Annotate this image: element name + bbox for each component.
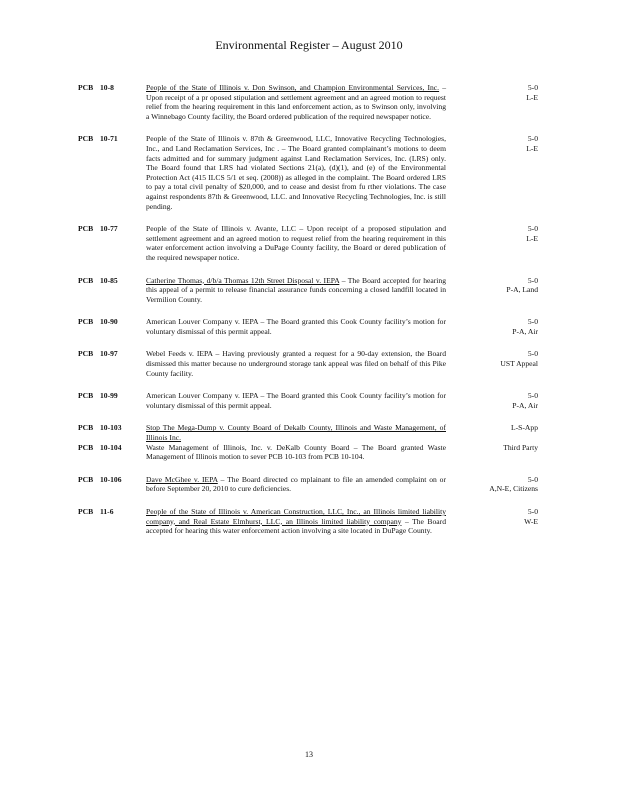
- case-number: PCB 10-85: [78, 275, 118, 285]
- case-text: – The Board directed co mplainant to file an amended complaint on or before September 20, 2010 to cure deficiencies.: [146, 474, 446, 494]
- case-text: People of the State of Illinois v. 87th & Greenwood, LLC, Innovative Recycling Technologies, Inc., and Land Reclamation Services, Inc . – The Board granted complainant’s motions to deem facts admitted and for summary judgment against Land Reclamation Services, Inc. (LRS) only. The Board found that LRS had violated Sections 21(a), (d)(1), and (e) of the Environmental Protection Act (415 ILCS 5/1 et seq. (2008)) as alleged in the complaint. The Board ordered LRS to pay a total civil penalty of $20,000, and to cease and desist from fu rther violations. The case against respondents 87th & Greenwood, LLC. and Innovative Recycling Technologies, Inc. is still pending.: [146, 134, 446, 211]
- case-text: Waste Management of Illinois, Inc. v. DeKalb County Board – The Board granted Waste Management of Illinois motion to sever PCB 10-103 from PCB 10-104.: [146, 442, 446, 462]
- case-summary: [146, 276, 446, 305]
- case-type: L-E: [526, 233, 538, 243]
- case-type: L-S-App: [511, 423, 538, 433]
- vote-count: 5-0: [527, 391, 538, 401]
- case-entry: [78, 224, 568, 262]
- case-type: P-A, Air: [512, 326, 538, 336]
- case-number: PCB 10-104: [78, 442, 122, 452]
- case-text: Webel Feeds v. IEPA – Having previously granted a request for a 90-day extension, the Board dismissed this matter because no underground storage tank appeal was filed on behalf of this Pike County facility.: [146, 349, 446, 378]
- case-number: PCB 10-77: [78, 224, 118, 234]
- case-list: [78, 83, 568, 549]
- vote-count: 5-0: [527, 507, 538, 516]
- case-text: – The Board accepted for hearing this water enforcement action involving a site located in DuPage County.: [146, 516, 446, 536]
- case-vote: [448, 507, 538, 526]
- case-summary: [146, 391, 446, 410]
- case-vote: [448, 134, 538, 153]
- vote-count: 5-0: [527, 349, 538, 359]
- page-title: Environmental Register – August 2010: [215, 38, 403, 52]
- case-summary: [146, 349, 446, 378]
- case-vote: [448, 83, 538, 102]
- case-type: P-A, Air: [512, 400, 538, 410]
- case-summary: [146, 423, 446, 442]
- vote-count: 5-0: [527, 134, 538, 144]
- case-type: W-E: [524, 516, 538, 526]
- vote-count: 5-0: [527, 474, 538, 484]
- case-summary: [146, 224, 446, 262]
- case-number: PCB 10-8: [78, 83, 114, 92]
- case-text: People of the State of Illinois v. Avante, LLC – Upon receipt of a proposed stipulation and settlement agreement and an agreed motion to request relief from the hearing requirement in this water enforcement action involving a DuPage County facility, the Board or dered publication of the required newspaper notice.: [146, 224, 446, 262]
- case-vote: [448, 349, 538, 368]
- vote-count: 5-0: [527, 317, 538, 327]
- case-summary: [146, 475, 446, 494]
- case-caption: Dave McGhee v. IEPA: [146, 474, 218, 484]
- case-vote: [448, 317, 538, 336]
- case-entry: [78, 475, 568, 494]
- case-summary: [146, 507, 446, 536]
- case-entry: [78, 349, 568, 378]
- case-summary: [146, 83, 446, 121]
- case-number: PCB 10-71: [78, 134, 118, 144]
- case-entry: [78, 83, 568, 121]
- case-entry: [78, 317, 568, 336]
- case-vote: [448, 475, 538, 494]
- case-vote: [448, 443, 538, 453]
- case-number: PCB 10-99: [78, 391, 118, 401]
- case-summary: [146, 134, 446, 211]
- case-number: PCB 10-103: [78, 423, 122, 433]
- case-number: PCB 10-97: [78, 349, 118, 359]
- case-type: A,N-E, Citizens: [489, 484, 538, 494]
- case-vote: [448, 391, 538, 410]
- case-vote: [448, 276, 538, 295]
- case-entry: [78, 276, 568, 305]
- case-entry: [78, 391, 568, 410]
- case-vote: [448, 224, 538, 243]
- case-caption: Stop The Mega-Dump v. County Board of Dekalb County, Illinois and Waste Management, of Illinois Inc.: [146, 423, 446, 443]
- case-entry: [78, 507, 568, 536]
- case-caption: People of the State of Illinois v. Don Swinson, and Champion Environmental Services, Inc.: [146, 83, 440, 92]
- case-caption: People of the State of Illinois v. American Construction, LLC, Inc., an Illinois limited liability company, and Real Estate Elmhurst, LLC, an Illinois limited liability company: [146, 507, 446, 526]
- case-text: American Louver Company v. IEPA – The Board granted this Cook County facility’s motion for voluntary dismissal of this permit appeal.: [146, 317, 446, 336]
- case-text: – The Board accepted for hearing this appeal of a permit to release financial assurance funds concerning a closed landfill located in Vermilion County.: [146, 275, 446, 304]
- page-footer: [0, 750, 618, 759]
- case-caption: Catherine Thomas, d/b/a Thomas 12th Street Disposal v. IEPA: [146, 275, 340, 285]
- case-number: PCB 10-106: [78, 474, 122, 484]
- case-type: UST Appeal: [500, 359, 538, 369]
- case-number: PCB 10-90: [78, 317, 118, 327]
- vote-count: 5-0: [527, 275, 538, 285]
- vote-count: 5-0: [527, 83, 538, 92]
- case-summary: [146, 443, 446, 462]
- case-type: L-E: [526, 92, 538, 102]
- case-text: – Upon receipt of a pr oposed stipulation and settlement agreement and an agreed motion to request relief from the hearing requirement in this land enforcement action, as to Swinson only, involving a Winnebago County facility, the Board ordered publication of the required newspaper notice.: [146, 83, 446, 121]
- case-vote: [448, 423, 538, 433]
- case-type: L-E: [526, 143, 538, 153]
- vote-count: 5-0: [527, 224, 538, 234]
- case-entry: [78, 443, 568, 462]
- case-entry: [78, 423, 568, 442]
- case-number: PCB 11-6: [78, 507, 114, 516]
- case-text: American Louver Company v. IEPA – The Board granted this Cook County facility’s motion for voluntary dismissal of this permit appeal.: [146, 391, 446, 410]
- case-summary: [146, 317, 446, 336]
- case-entry: [78, 134, 568, 211]
- case-type: P-A, Land: [506, 285, 538, 295]
- case-type: Third Party: [503, 442, 538, 452]
- page-number: 13: [305, 750, 313, 759]
- page-header: [0, 38, 618, 53]
